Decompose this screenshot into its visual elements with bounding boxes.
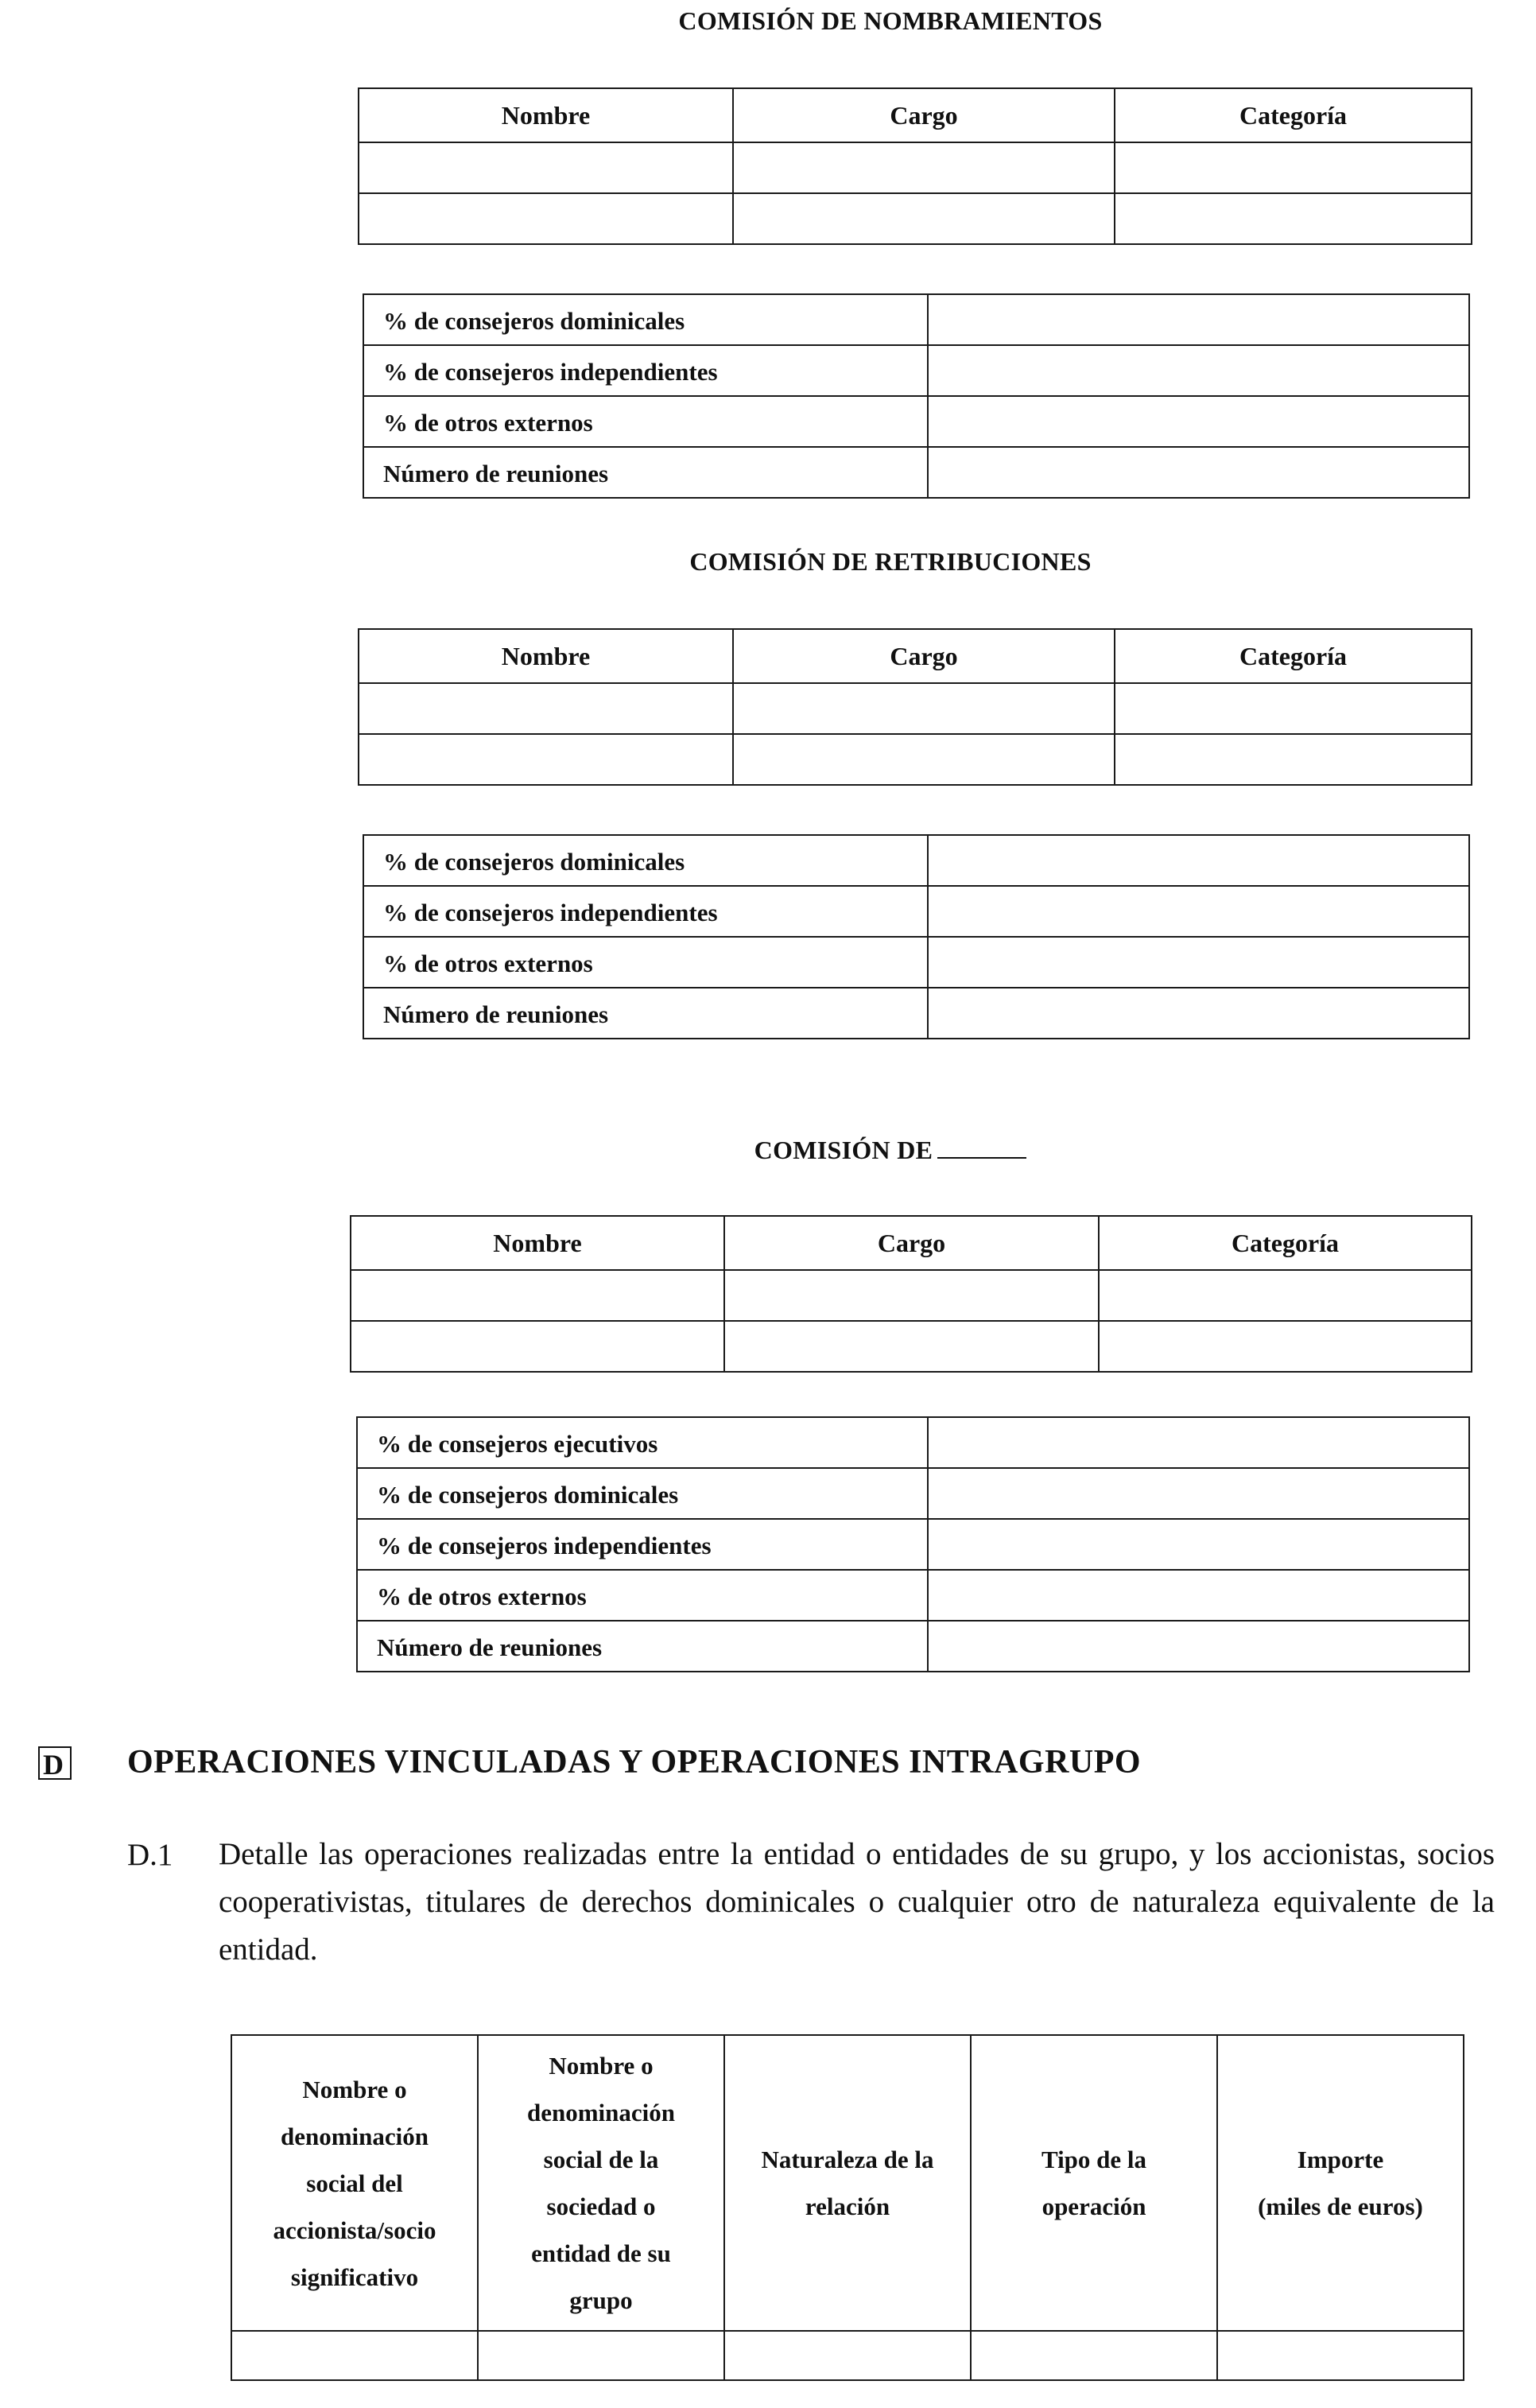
table-row	[363, 294, 1469, 345]
column-header-cargo: Cargo	[724, 1216, 1099, 1270]
table-row	[363, 396, 1469, 447]
blank-line[interactable]	[937, 1138, 1026, 1159]
section-heading: OPERACIONES VINCULADAS Y OPERACIONES INTRAGRUPO	[127, 1744, 1142, 1781]
members-table	[358, 87, 1472, 245]
stat-label: % de consejeros dominicales	[363, 294, 928, 345]
input-cell[interactable]	[359, 142, 733, 193]
table-row	[359, 142, 1472, 193]
column-header-tipo: Tipo de la operación	[971, 2035, 1217, 2331]
input-cell[interactable]	[359, 193, 733, 244]
commission-title: COMISIÓN DE NOMBRAMIENTOS	[678, 6, 1103, 35]
table-row	[357, 1417, 1469, 1468]
commission-title	[557, 1136, 1224, 1165]
input-cell[interactable]	[928, 1417, 1469, 1468]
table-row	[357, 1468, 1469, 1519]
table-row	[363, 886, 1469, 937]
column-header-categoria: Categoría	[1115, 88, 1472, 142]
stat-label: Número de reuniones	[363, 988, 928, 1039]
operations-table	[231, 2034, 1464, 2381]
commission-title-text: COMISIÓN DE	[754, 1136, 933, 1164]
composition-table	[356, 1416, 1470, 1672]
section-letter: D	[38, 1746, 72, 1780]
input-cell[interactable]	[928, 1621, 1469, 1672]
input-cell[interactable]	[1099, 1321, 1472, 1372]
table-row	[363, 937, 1469, 988]
input-cell[interactable]	[724, 1270, 1099, 1321]
table-row	[231, 2331, 1464, 2380]
column-header-sociedad: Nombre o denominación social de la sociedad o entidad de su grupo	[478, 2035, 724, 2331]
input-cell[interactable]	[928, 1570, 1469, 1621]
table-row	[359, 734, 1472, 785]
members-table	[350, 1215, 1472, 1373]
table-row	[351, 1321, 1472, 1372]
column-header-cargo: Cargo	[733, 88, 1115, 142]
input-cell[interactable]	[928, 886, 1469, 937]
input-cell[interactable]	[928, 1468, 1469, 1519]
column-header-nombre: Nombre	[351, 1216, 724, 1270]
stat-label: % de consejeros dominicales	[357, 1468, 928, 1519]
composition-table	[363, 834, 1470, 1039]
table-row	[359, 683, 1472, 734]
table-row	[359, 193, 1472, 244]
input-cell[interactable]	[359, 734, 733, 785]
input-cell[interactable]	[724, 2331, 971, 2380]
input-cell[interactable]	[928, 447, 1469, 498]
commission-title: COMISIÓN DE RETRIBUCIONES	[689, 547, 1092, 576]
column-header-nombre: Nombre	[359, 88, 733, 142]
stat-label: % de consejeros independientes	[363, 886, 928, 937]
stat-label: % de consejeros independientes	[363, 345, 928, 396]
input-cell[interactable]	[1115, 142, 1472, 193]
stat-label: % de consejeros independientes	[357, 1519, 928, 1570]
question-text: Detalle las operaciones realizadas entre la entidad o entidades de su grupo, y los accionistas, socios cooperativistas, titulares de derechos dominicales o cualquier otro de naturaleza equivalente de la entidad.	[219, 1837, 1495, 1967]
table-row	[351, 1270, 1472, 1321]
stat-label: % de otros externos	[363, 937, 928, 988]
input-cell[interactable]	[724, 1321, 1099, 1372]
input-cell[interactable]	[928, 835, 1469, 886]
stat-label: % de otros externos	[363, 396, 928, 447]
question-number: D.1	[127, 1838, 173, 1872]
table-row	[363, 988, 1469, 1039]
column-header-importe: Importe (miles de euros)	[1217, 2035, 1464, 2331]
stat-label: % de consejeros dominicales	[363, 835, 928, 886]
input-cell[interactable]	[1217, 2331, 1464, 2380]
table-row	[363, 835, 1469, 886]
stat-label: Número de reuniones	[357, 1621, 928, 1672]
input-cell[interactable]	[928, 1519, 1469, 1570]
input-cell[interactable]	[733, 193, 1115, 244]
input-cell[interactable]	[928, 937, 1469, 988]
table-row	[363, 345, 1469, 396]
column-header-naturaleza: Naturaleza de la relación	[724, 2035, 971, 2331]
members-table	[358, 628, 1472, 786]
input-cell[interactable]	[733, 142, 1115, 193]
column-header-categoria: Categoría	[1115, 629, 1472, 683]
input-cell[interactable]	[351, 1270, 724, 1321]
table-row	[357, 1570, 1469, 1621]
table-row	[357, 1621, 1469, 1672]
input-cell[interactable]	[928, 294, 1469, 345]
input-cell[interactable]	[1099, 1270, 1472, 1321]
column-header-categoria: Categoría	[1099, 1216, 1472, 1270]
table-row	[363, 447, 1469, 498]
input-cell[interactable]	[733, 734, 1115, 785]
input-cell[interactable]	[359, 683, 733, 734]
input-cell[interactable]	[971, 2331, 1217, 2380]
composition-table	[363, 293, 1470, 499]
input-cell[interactable]	[231, 2331, 478, 2380]
input-cell[interactable]	[478, 2331, 724, 2380]
table-row	[357, 1519, 1469, 1570]
column-header-cargo: Cargo	[733, 629, 1115, 683]
stat-label: Número de reuniones	[363, 447, 928, 498]
column-header-nombre: Nombre	[359, 629, 733, 683]
column-header-accionista: Nombre o denominación social del accionista/socio significativo	[231, 2035, 478, 2331]
stat-label: % de otros externos	[357, 1570, 928, 1621]
input-cell[interactable]	[351, 1321, 724, 1372]
input-cell[interactable]	[1115, 193, 1472, 244]
input-cell[interactable]	[928, 345, 1469, 396]
input-cell[interactable]	[928, 396, 1469, 447]
input-cell[interactable]	[1115, 734, 1472, 785]
input-cell[interactable]	[1115, 683, 1472, 734]
input-cell[interactable]	[928, 988, 1469, 1039]
input-cell[interactable]	[733, 683, 1115, 734]
stat-label: % de consejeros ejecutivos	[357, 1417, 928, 1468]
